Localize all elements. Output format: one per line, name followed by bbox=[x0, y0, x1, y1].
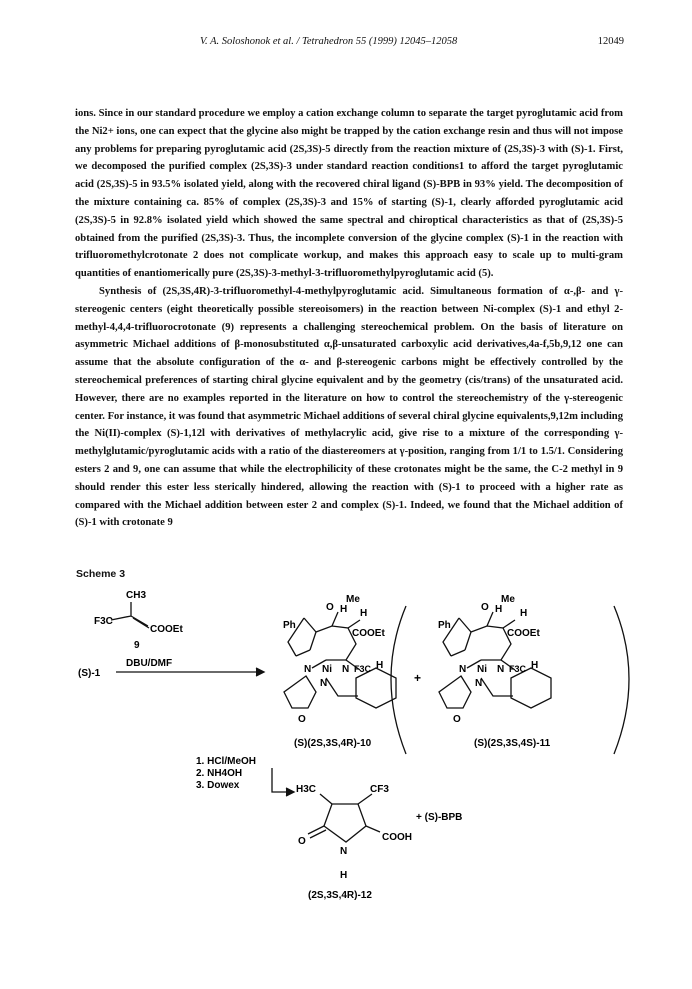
running-head: V. A. Soloshonok et al. / Tetrahedron 55 (1999) 12045–12058 bbox=[200, 36, 458, 47]
svg-text:(S)(2S,3S,4S)-11: (S)(2S,3S,4S)-11 bbox=[474, 738, 551, 749]
svg-text:Me: Me bbox=[346, 594, 360, 605]
svg-text:N: N bbox=[342, 664, 350, 675]
svg-text:DBU/DMF: DBU/DMF bbox=[126, 658, 173, 669]
svg-text:H: H bbox=[340, 604, 348, 615]
svg-text:N: N bbox=[459, 664, 467, 675]
svg-text:(S)-1: (S)-1 bbox=[78, 668, 101, 679]
svg-text:Ni: Ni bbox=[477, 664, 487, 675]
svg-text:F3C: F3C bbox=[94, 616, 113, 627]
svg-text:N: N bbox=[340, 846, 348, 857]
svg-text:O: O bbox=[481, 602, 489, 613]
svg-text:Ni: Ni bbox=[322, 664, 332, 675]
svg-text:N: N bbox=[475, 678, 483, 689]
svg-text:H: H bbox=[520, 608, 528, 619]
running-header bbox=[75, 36, 624, 52]
svg-text:9: 9 bbox=[134, 640, 140, 651]
paragraph: Synthesis of (2S,3S,4R)-3-trifluoromethyl-4-methylpyroglutamic acid. Simultaneous formation of α-,β- and γ-stereogenic centers (eight theoretically possible stereoisomers) in the reaction between Ni-complex (S)-1 and ethyl 2-methyl-4,4,4-trifluorocrotonate (9) represents a challenging stereochemical problem. On the basis of literature on asymmetric Michael additions of β-monosubstituted α,β-unsaturated carboxylic acid derivatives,4a-f,5b,9,12 one can assume that the absolute configuration of the α- and β-stereogenic carbons might be effectively controlled by the stereochemical preferences of starting chiral glycine equivalent and by the geometry (cis/trans) of the unsaturated acid. However, there are no examples reported in the literature on how to control the stereochemistry of the γ-stereogenic center. For instance, it was found that asymmetric Michael additions of several chiral glycine equivalents,9,12m including the Ni(II)-complex (S)-1,12l with derivatives of methylacrylic acid, give rise to a mixture of the corresponding γ-methylglutamic/pyroglutamic acids with a ratio of the diastereomers at γ-position, ranging from 1/1 to 1.5/1. Considering esters 2 and 9, one can assume that while the electrophilicity of these crotonates might be the same, the C-2 methyl in 9 should render this ester less sterically hindered, allowing the reaction with (S)-1 to proceed with a higher rate as compared with the Michael addition between ester 2 and complex (S)-1. Indeed, we found that the Michael addition of (S)-1 with crotonate 9 bbox=[75, 285, 623, 529]
svg-text:O: O bbox=[326, 602, 334, 613]
paragraph: ions. Since in our standard procedure we employ a cation exchange column to separate the target pyroglutamic acid from the Ni2+ ions, one can expect that the glycine also might be trapped by the cation exchange resin and thus will not impose any problems for preparing pyroglutamic acid (2S,3S)-5 directly from the reaction mixture of (2S,3S)-3 with (S)-1. First, we decomposed the purified complex (2S,3S)-3 under standard reaction conditions1 to afford the target pyroglutamic acid (2S,3S)-5 in 93.5% isolated yield, along with the recovered chiral ligand (S)-BPB in 93% yield. The decomposition of the mixture containing ca. 85% of complex (2S,3S)-3 and 15% of starting (S)-1, clearly afforded pyroglutamic acid (2S,3S)-5 in 92.8% isolated yield which showed the same spectral and chiroptical characteristics as that of (2S,3S)-5 obtained from the purified (2S,3S)-3. Thus, the incomplete conversion of the glycine complex (S)-1 in the reaction with trifluoromethylcrotonate 2 does not complicate workup, and makes this approach easy to scale up to multi-gram quantities of enantiomerically pure (2S,3S)-3-methyl-3-trifluoromethylpyroglutamic acid (5). bbox=[75, 108, 623, 280]
page-number: 12049 bbox=[597, 36, 624, 47]
svg-text:H: H bbox=[360, 608, 368, 619]
close-paren bbox=[614, 606, 629, 754]
workup-arrow bbox=[272, 768, 292, 792]
svg-text:Ph: Ph bbox=[283, 620, 296, 631]
pyroglutamic-substituents bbox=[308, 794, 380, 838]
svg-text:H: H bbox=[340, 870, 348, 881]
svg-text:N: N bbox=[320, 678, 328, 689]
svg-text:Ph: Ph bbox=[438, 620, 451, 631]
svg-text:COOH: COOH bbox=[382, 832, 412, 843]
reaction-scheme bbox=[76, 568, 636, 968]
svg-text:F3C: F3C bbox=[509, 664, 527, 674]
open-paren bbox=[391, 606, 406, 754]
svg-text:CF3: CF3 bbox=[370, 784, 389, 795]
crotonate-bonds bbox=[111, 602, 149, 628]
svg-text:H3C: H3C bbox=[296, 784, 317, 795]
svg-text:O: O bbox=[298, 836, 306, 847]
svg-text:+: + bbox=[414, 671, 422, 685]
svg-text:2. NH4OH: 2. NH4OH bbox=[196, 768, 243, 779]
svg-text:Me: Me bbox=[501, 594, 515, 605]
svg-text:COOEt: COOEt bbox=[150, 624, 183, 635]
svg-text:1. HCl/MeOH: 1. HCl/MeOH bbox=[196, 756, 257, 767]
svg-text:N: N bbox=[304, 664, 312, 675]
scheme-title: Scheme 3 bbox=[76, 568, 126, 580]
article-body bbox=[75, 105, 623, 532]
svg-text:O: O bbox=[453, 714, 461, 725]
svg-text:H: H bbox=[376, 660, 384, 671]
svg-text:F3C: F3C bbox=[354, 664, 372, 674]
svg-text:CH3: CH3 bbox=[126, 590, 147, 601]
svg-text:(2S,3S,4R)-12: (2S,3S,4R)-12 bbox=[308, 890, 372, 901]
svg-text:N: N bbox=[497, 664, 505, 675]
svg-text:H: H bbox=[495, 604, 503, 615]
scheme-structures bbox=[76, 568, 636, 968]
svg-text:H: H bbox=[531, 660, 539, 671]
svg-text:(S)(2S,3S,4R)-10: (S)(2S,3S,4R)-10 bbox=[294, 738, 372, 749]
svg-text:+ (S)-BPB: + (S)-BPB bbox=[416, 812, 463, 823]
svg-text:O: O bbox=[298, 714, 306, 725]
svg-text:COOEt: COOEt bbox=[507, 628, 540, 639]
svg-text:3. Dowex: 3. Dowex bbox=[196, 780, 240, 791]
svg-text:COOEt: COOEt bbox=[352, 628, 385, 639]
pyroglutamic-ring bbox=[324, 804, 366, 842]
